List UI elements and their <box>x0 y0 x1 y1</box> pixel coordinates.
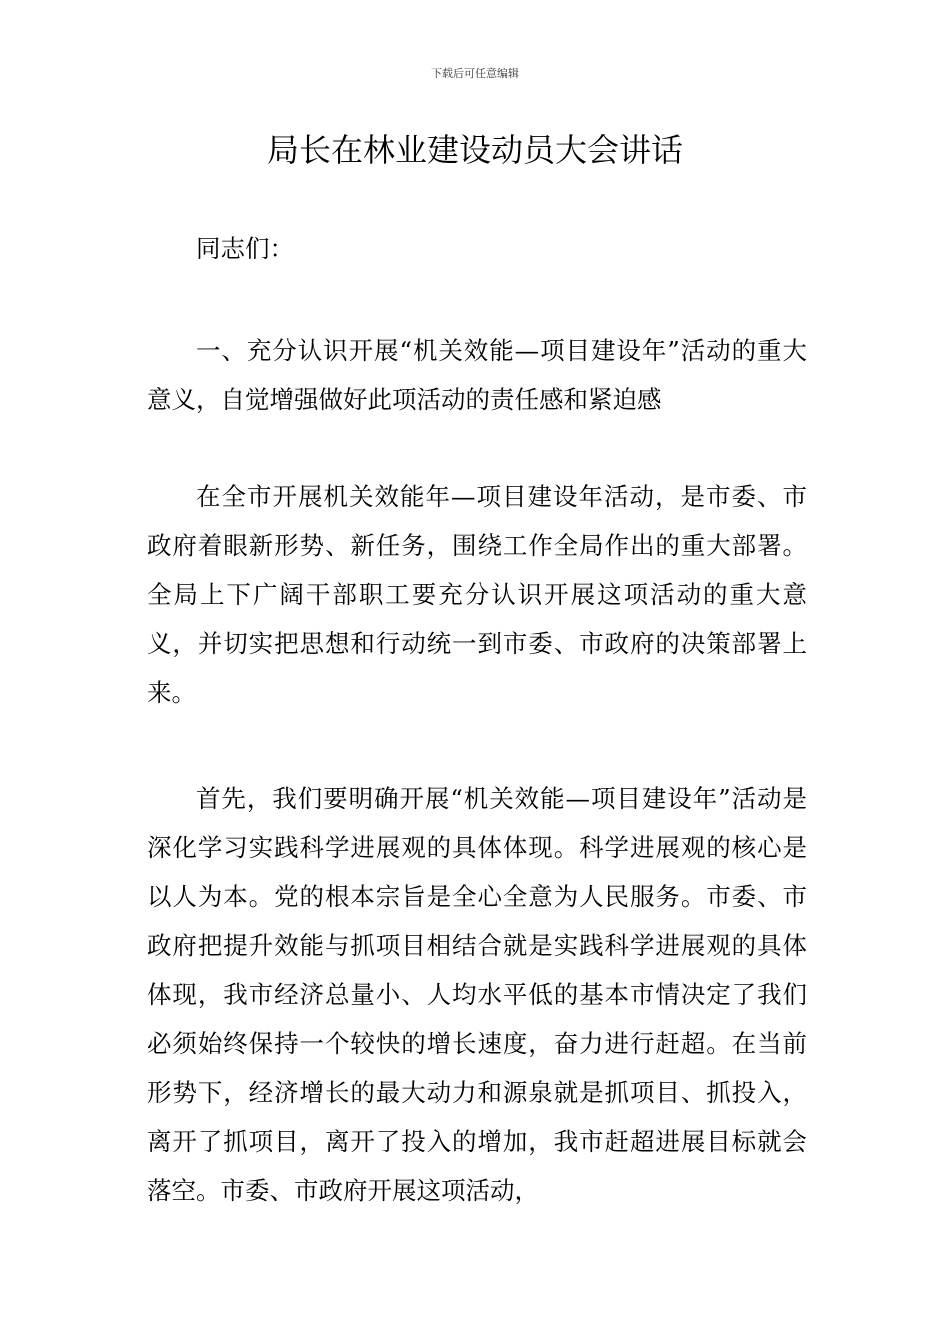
download-note: 下载后可任意编辑 <box>431 67 519 80</box>
paragraph-intro: 在全市开展机关效能年—项目建设年活动，是市委、市政府着眼新形势、新任务，围绕工作全局作出的重大部署。全局上下广阔干部职工要充分认识开展这项活动的重大意义，并切实把思想和行动统一到市委、市政府的决策部署上来。 <box>147 482 807 707</box>
paragraph-section-heading: 一、充分认识开展“机关效能—项目建设年”活动的重大意义，自觉增强做好此项活动的责任感和紧迫感 <box>147 336 807 414</box>
paragraph-first-point: 首先，我们要明确开展“机关效能—项目建设年”活动是深化学习实践科学进展观的具体体现。科学进展观的核心是以人为本。党的根本宗旨是全心全意为人民服务。市委、市政府把提升效能与抓项目相结合就是实践科学进展观的具体体现，我市经济总量小、人均水平低的基本市情决定了我们必须始终保持一个较快的增长速度，奋力进行赶超。在当前形势下，经济增长的最大动力和源泉就是抓项目、抓投入，离开了抓项目，离开了投入的增加，我市赶超进展目标就会落空。市委、市政府开展这项活动， <box>147 784 807 1205</box>
page-title: 局长在林业建设动员大会讲话 <box>266 131 683 169</box>
salutation: 同志们： <box>196 234 294 263</box>
